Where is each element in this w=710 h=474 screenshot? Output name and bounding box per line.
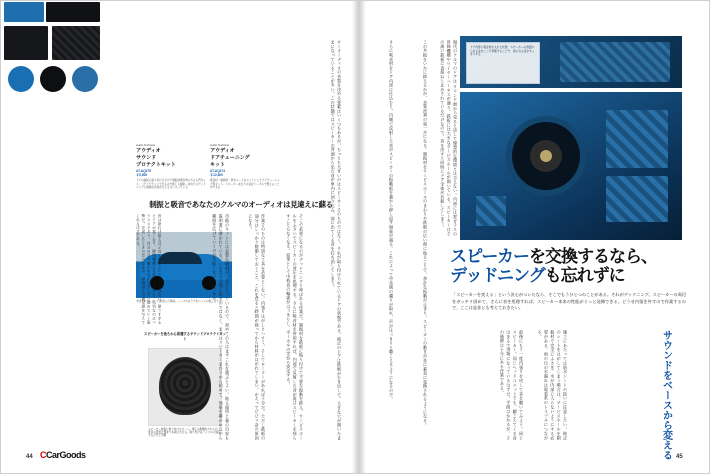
product-code: AT-AQ475: [136, 168, 151, 173]
product-sound-protect-kit: [136, 144, 206, 190]
product-title-3: プロテクトキット: [136, 161, 176, 168]
logo-text: CarGoods: [46, 450, 86, 460]
door-tuning-kit-photo: [0, 100, 104, 200]
speaker-kit-caption-title: スピーカーを後ろから保護するサウンドプロテクトキット: [144, 332, 226, 341]
product-brand: Audio Technica: [210, 143, 229, 147]
headline-accent-1: スピーカー: [450, 247, 529, 266]
left-folio: 44: [26, 454, 33, 460]
product-title-1: アウディオ: [210, 147, 235, 154]
product-brand: Audio Technica: [136, 143, 155, 147]
product-price: ￥12,800: [210, 173, 223, 178]
right-headline: [450, 248, 690, 284]
headline-accent-2: デッドニング: [450, 266, 545, 285]
right-body-column-5: 最後にもう一度内張りを戻して音を聴いてみよう。同じスピーカー、同じヘッドユニットでも、聴こえてくる音はまるで別物になっているはずだ。手間はかかるが、その価値は十分にある作業である。: [499, 330, 524, 440]
left-body-column-5: 音は貼れば貼るほど良くなるというものではない。貼りすぎるとドアが重くなり、開閉機構にも負担がかかる。大切なのはバランスであり、自分の耳で確かめながら少しずつ進めていく姿勢だ。完成したときの音の変化は、価格以上の満足感を与えてくれるはずである。: [136, 214, 162, 324]
product-code: AT-AQ474: [210, 168, 225, 173]
left-body-column-1: カーオーディオの音質を決める要素はいくつもあるが、もっとも大きいのはスピーカーそのものではなく、それが取り付けられているドアの状態である。純正のドアは鉄板がむき出しで、大きな穴が開いたままになっていることが多い。この状態ではスピーカーの背面から出た音が車内に回り込み、前に出てくる音を打ち消してしまう。: [330, 40, 342, 440]
product-title-3: キット: [210, 161, 225, 168]
speaker-kit-note: スピーカー背面に取り付けるカバー。背圧の影響をやわらげ、低音の量感と締まりを両立させる。取り付けはバッフルに固定するだけと手軽: [148, 428, 221, 438]
speaker-installed-blue-door-photo: [460, 92, 682, 240]
left-lead-headline: 制振と吸音であなたのクルマのオーディオは見違えに蘇る: [149, 199, 333, 209]
right-body-column-3: さらに吸音材をドア内部に仕込むと、内側で反射した音がスピーカーの振動板を裏から押し返す現象が減る。これによって中音域の濁りが取れ、声がはっきりと聴こえるようになるのだ。: [389, 40, 394, 402]
right-body-column-2: この共振をいかに抑えるかが、音質改善の第一歩になる。制振材をサービスホールのまわりや鉄板の広い面に貼ることで、余計な振動が止まり、スピーカーの動きが音に素直に変換されるようになる。: [423, 40, 428, 427]
right-folio: 45: [676, 454, 683, 460]
left-body-column-3: 作業そのものは特別な工具を必要としない。内張りはがしとハサミ、そしてローラーがあれば十分だ。ただし鉄板の油分はしっかり脱脂しておくこと。これを怠ると時間が経ってから材料がはがれてしまい、かえってビビリ音の原因になる。: [248, 214, 266, 440]
photo-note-box: ドア内部に吸音材を入れた状態。スピーカーの背面から出る音をここで処理することで、前に出る音がすっきりする: [466, 42, 540, 84]
product-description: 吸音材・制振材・防水シートをセットにしたドアチューニング用キット。スピーカーまわりの音をトータルで整えることができる: [210, 179, 280, 190]
left-body-column-2: そこで必要になるのがデッドニングと呼ばれる作業だ。制振材を鉄板に貼り付けて不要な振動を抑え、サービスホールをふさいでスピーカーの背圧を処理する。さらに吸音材を併用すれば、内部で反射した音が再びスピーカーを揺らすこともなくなる。結果として中低音の輪郭がはっきりし、ボーカルの定位も安定する。: [286, 214, 304, 440]
right-body-column-1: 現代のクルマのドアは サウンド面から見ると決して理想的な環境とは言えない。内部には窓ガラスの昇降機構やワイヤーハーネスが通り、鉄板には大きなサービスホールが開いている。スピーカーはその薄い鉄板に直接ねじ止めされているだけなので、音を出すと同時にドア全体が共振してしまう。: [440, 40, 458, 236]
product-description: ドアの鉄板に貼り付けるだけで制振効果が得られる入門キット。ハサミでカットできるので施工も簡単。初めてのデッドニングに最適な内容がひとそろい入っている: [136, 179, 206, 190]
right-vertical-headline: サウンドをベースから変える: [660, 330, 672, 460]
headline-plain-1: を交換するなら、: [528, 247, 657, 266]
product-door-tuning-kit: [210, 144, 282, 190]
product-price: ￥9,800: [136, 173, 148, 178]
left-body-column-4: 市販のキットには必要な材料が一式そろっているので、初めての人はまずこれを選ぶとよい。貼る場所と量の目安も説明書に書かれている。いきなり全面に貼るのではなく、まずはスピーカーまわりから始めて、効果を確かめながら範囲を広げていくのが失敗しないコツである。: [212, 214, 230, 440]
product-title-2: ドアチューニング: [210, 154, 250, 161]
product-title-1: アウディオ: [136, 147, 161, 154]
photo-caption: 今回デモカーとして使用した車両。ノーマルのドアをベースに施工していく: [136, 300, 224, 303]
product-title-2: サウンド: [136, 154, 156, 161]
headline-plain-2: も忘れずに: [544, 266, 625, 285]
magazine-logo: CCarGoods: [40, 450, 86, 460]
right-body-column-4: 施工にあたっては防水シートの扱いに注意したい。純正のシートをはがしてしまう場合は、サービスホールを制振材で完全にふさぎ、水が内部に入らないようにする必要がある。雨の日の水漏れは電装系のトラブルにつながる。: [537, 330, 568, 440]
right-sub-lead: 「スピーカーを変える」という決心がついたなら、そこでもうひとつのことがある。それがデッドニング。スピーカーの周辺をガッチリ固めて、さらに音を処理すれば、スピーカー本来の性能がぐっと発揮できる。どうせ内張を外すので作業するので、ここは是非とも考えておきたい。: [452, 292, 686, 311]
